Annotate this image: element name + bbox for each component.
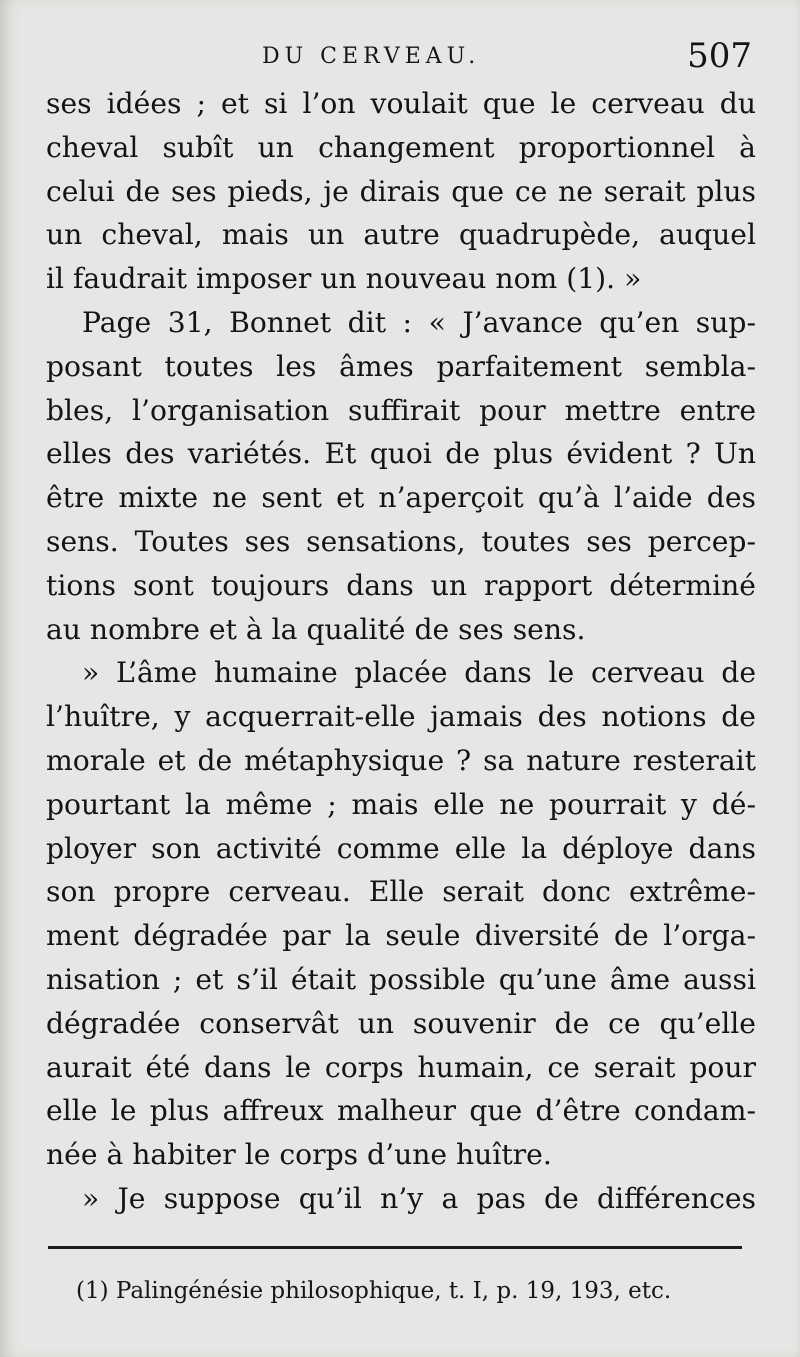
text-line-12: tions sont toujours dans un rapport déterminé	[46, 568, 756, 602]
text-line-5: il faudrait imposer un nouveau nom (1). »	[46, 262, 642, 296]
running-head	[0, 36, 800, 86]
footnote: (1) Palingénésie philosophique, t. I, p. 19, 193, etc.	[76, 1278, 672, 1304]
body-text	[46, 82, 756, 1221]
text-line-6: Page 31, Bonnet dit : « J’avance qu’en sup-	[82, 305, 756, 339]
text-line-9: elles des variétés. Et quoi de plus évident ? Un	[46, 437, 756, 471]
text-line-14: » L’âme humaine placée dans le cerveau de	[82, 656, 756, 690]
text-line-25: née à habiter le corps d’une huître.	[46, 1138, 552, 1172]
text-line-20: ment dégradée par la seule diversité de l’orga-	[46, 919, 756, 953]
text-line-13: au nombre et à la qualité de ses sens.	[46, 612, 586, 646]
running-title: DU CERVEAU.	[262, 44, 481, 69]
text-line-3: celui de ses pieds, je dirais que ce ne serait plus	[46, 174, 756, 208]
text-line-22: dégradée conservât un souvenir de ce qu’elle	[46, 1006, 756, 1040]
text-line-2: cheval subît un changement proportionnel à	[46, 130, 756, 164]
text-line-26: » Je suppose qu’il n’y a pas de différences	[82, 1181, 756, 1215]
text-line-16: morale et de métaphysique ? sa nature resterait	[46, 743, 756, 777]
text-line-1: ses idées ; et si l’on voulait que le cerveau du	[46, 87, 756, 120]
text-line-10: être mixte ne sent et n’aperçoit qu’à l’aide des	[46, 481, 756, 515]
text-line-19: son propre cerveau. Elle serait donc extrême-	[46, 875, 756, 909]
text-line-4: un cheval, mais un autre quadrupède, auquel	[46, 218, 756, 252]
text-line-11: sens. Toutes ses sensations, toutes ses percep-	[46, 524, 756, 558]
page-number: 507	[687, 36, 752, 76]
footnote-rule	[48, 1246, 742, 1249]
text-line-23: aurait été dans le corps humain, ce serait pour	[46, 1050, 756, 1084]
text-line-24: elle le plus affreux malheur que d’être condam-	[46, 1094, 756, 1128]
text-line-18: ployer son activité comme elle la déploye dans	[46, 831, 756, 865]
text-line-7: posant toutes les âmes parfaitement sembla-	[46, 349, 756, 383]
text-line-17: pourtant la même ; mais elle ne pourrait y dé-	[46, 787, 756, 821]
text-line-8: bles, l’organisation suffirait pour mettre entre	[46, 393, 756, 427]
text-line-15: l’huître, y acquerrait-elle jamais des notions de	[46, 700, 756, 734]
text-line-21: nisation ; et s’il était possible qu’une âme aussi	[46, 962, 756, 996]
